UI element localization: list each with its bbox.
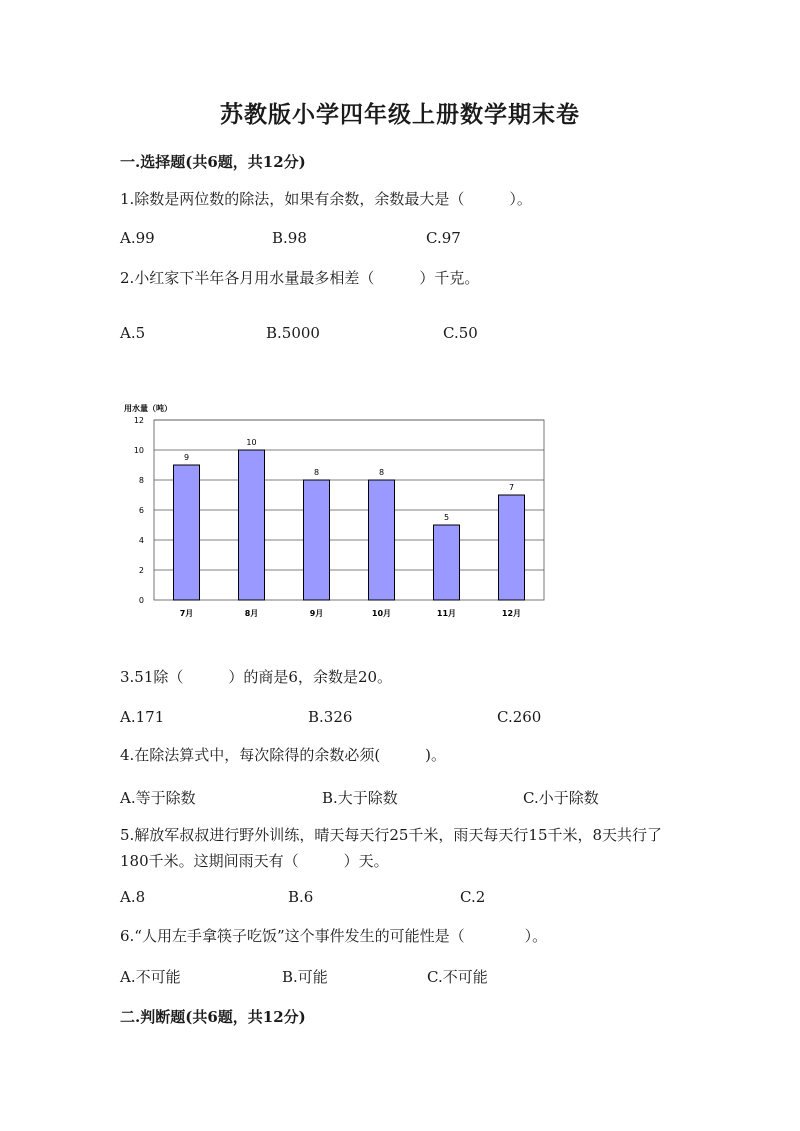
q1-option-a[interactable]: A.99: [120, 229, 155, 247]
q3-option-a[interactable]: A.171: [120, 708, 165, 726]
question-4: 4.在除法算式中，每次除得的余数必须( )。: [120, 746, 447, 764]
y-tick-label: 4: [138, 536, 144, 545]
question-6: 6.“人用左手拿筷子吃饭”这个事件发生的可能性是（ ）。: [120, 927, 548, 945]
question-5: 5.解放军叔叔进行野外训练，晴天每天行25千米，雨天每天行15千米，8天共行了180千米。这期间雨天有（ ）天。: [120, 826, 663, 870]
bar: [434, 525, 460, 600]
bar: [239, 450, 265, 600]
q2-option-a[interactable]: A.5: [120, 324, 146, 342]
bar: [499, 495, 525, 600]
y-tick-label: 8: [138, 476, 144, 485]
bar: [369, 480, 395, 600]
plot-area: [134, 416, 544, 618]
question-1: 1.除数是两位数的除法，如果有余数，余数最大是（ ）。: [120, 190, 532, 208]
q4-option-c[interactable]: C.小于除数: [523, 789, 599, 807]
bar: [174, 465, 200, 600]
q4-option-b[interactable]: B.大于除数: [322, 789, 398, 807]
data-label: 8: [378, 468, 385, 477]
data-label: 7: [508, 483, 515, 492]
y-axis-title: 用水量（吨）: [124, 404, 172, 413]
section-heading-choice: 一.选择题(共6题，共12分): [120, 153, 306, 171]
page-title: 苏教版小学四年级上册数学期末卷: [220, 101, 580, 128]
y-tick-label: 0: [138, 596, 144, 605]
x-tick-label: 8月: [244, 609, 259, 618]
bar: [304, 480, 330, 600]
q3-option-b[interactable]: B.326: [308, 708, 353, 726]
question-3: 3.51除（ ）的商是6，余数是20。: [120, 668, 393, 686]
data-label: 5: [443, 513, 450, 522]
q5-option-b[interactable]: B.6: [288, 888, 314, 906]
q3-option-c[interactable]: C.260: [497, 708, 542, 726]
x-tick-label: 11月: [436, 609, 457, 618]
y-tick-label: 6: [138, 506, 144, 515]
y-tick-label: 12: [133, 416, 144, 425]
q6-option-c[interactable]: C.不可能: [427, 968, 488, 986]
q5-option-a[interactable]: A.8: [120, 888, 146, 906]
q6-option-a[interactable]: A.不可能: [120, 968, 181, 986]
data-label: 10: [246, 438, 257, 447]
y-tick-label: 2: [138, 566, 144, 575]
q1-option-b[interactable]: B.98: [272, 229, 307, 247]
x-tick-label: 10月: [371, 609, 392, 618]
q2-option-c[interactable]: C.50: [443, 324, 478, 342]
x-tick-label: 7月: [179, 609, 194, 618]
x-tick-label: 9月: [309, 609, 324, 618]
data-label: 9: [183, 453, 190, 462]
water-usage-bar-chart: [118, 398, 558, 628]
data-label: 8: [313, 468, 320, 477]
q4-option-a[interactable]: A.等于除数: [120, 789, 196, 807]
q2-option-b[interactable]: B.5000: [266, 324, 320, 342]
q5-option-c[interactable]: C.2: [460, 888, 486, 906]
q1-option-c[interactable]: C.97: [426, 229, 461, 247]
x-tick-label: 12月: [501, 609, 522, 618]
q6-option-b[interactable]: B.可能: [282, 968, 328, 986]
y-tick-label: 10: [133, 446, 144, 455]
section-heading-judgement: 二.判断题(共6题，共12分): [120, 1008, 306, 1026]
question-2: 2.小红家下半年各月用水量最多相差（ ）千克。: [120, 269, 480, 287]
